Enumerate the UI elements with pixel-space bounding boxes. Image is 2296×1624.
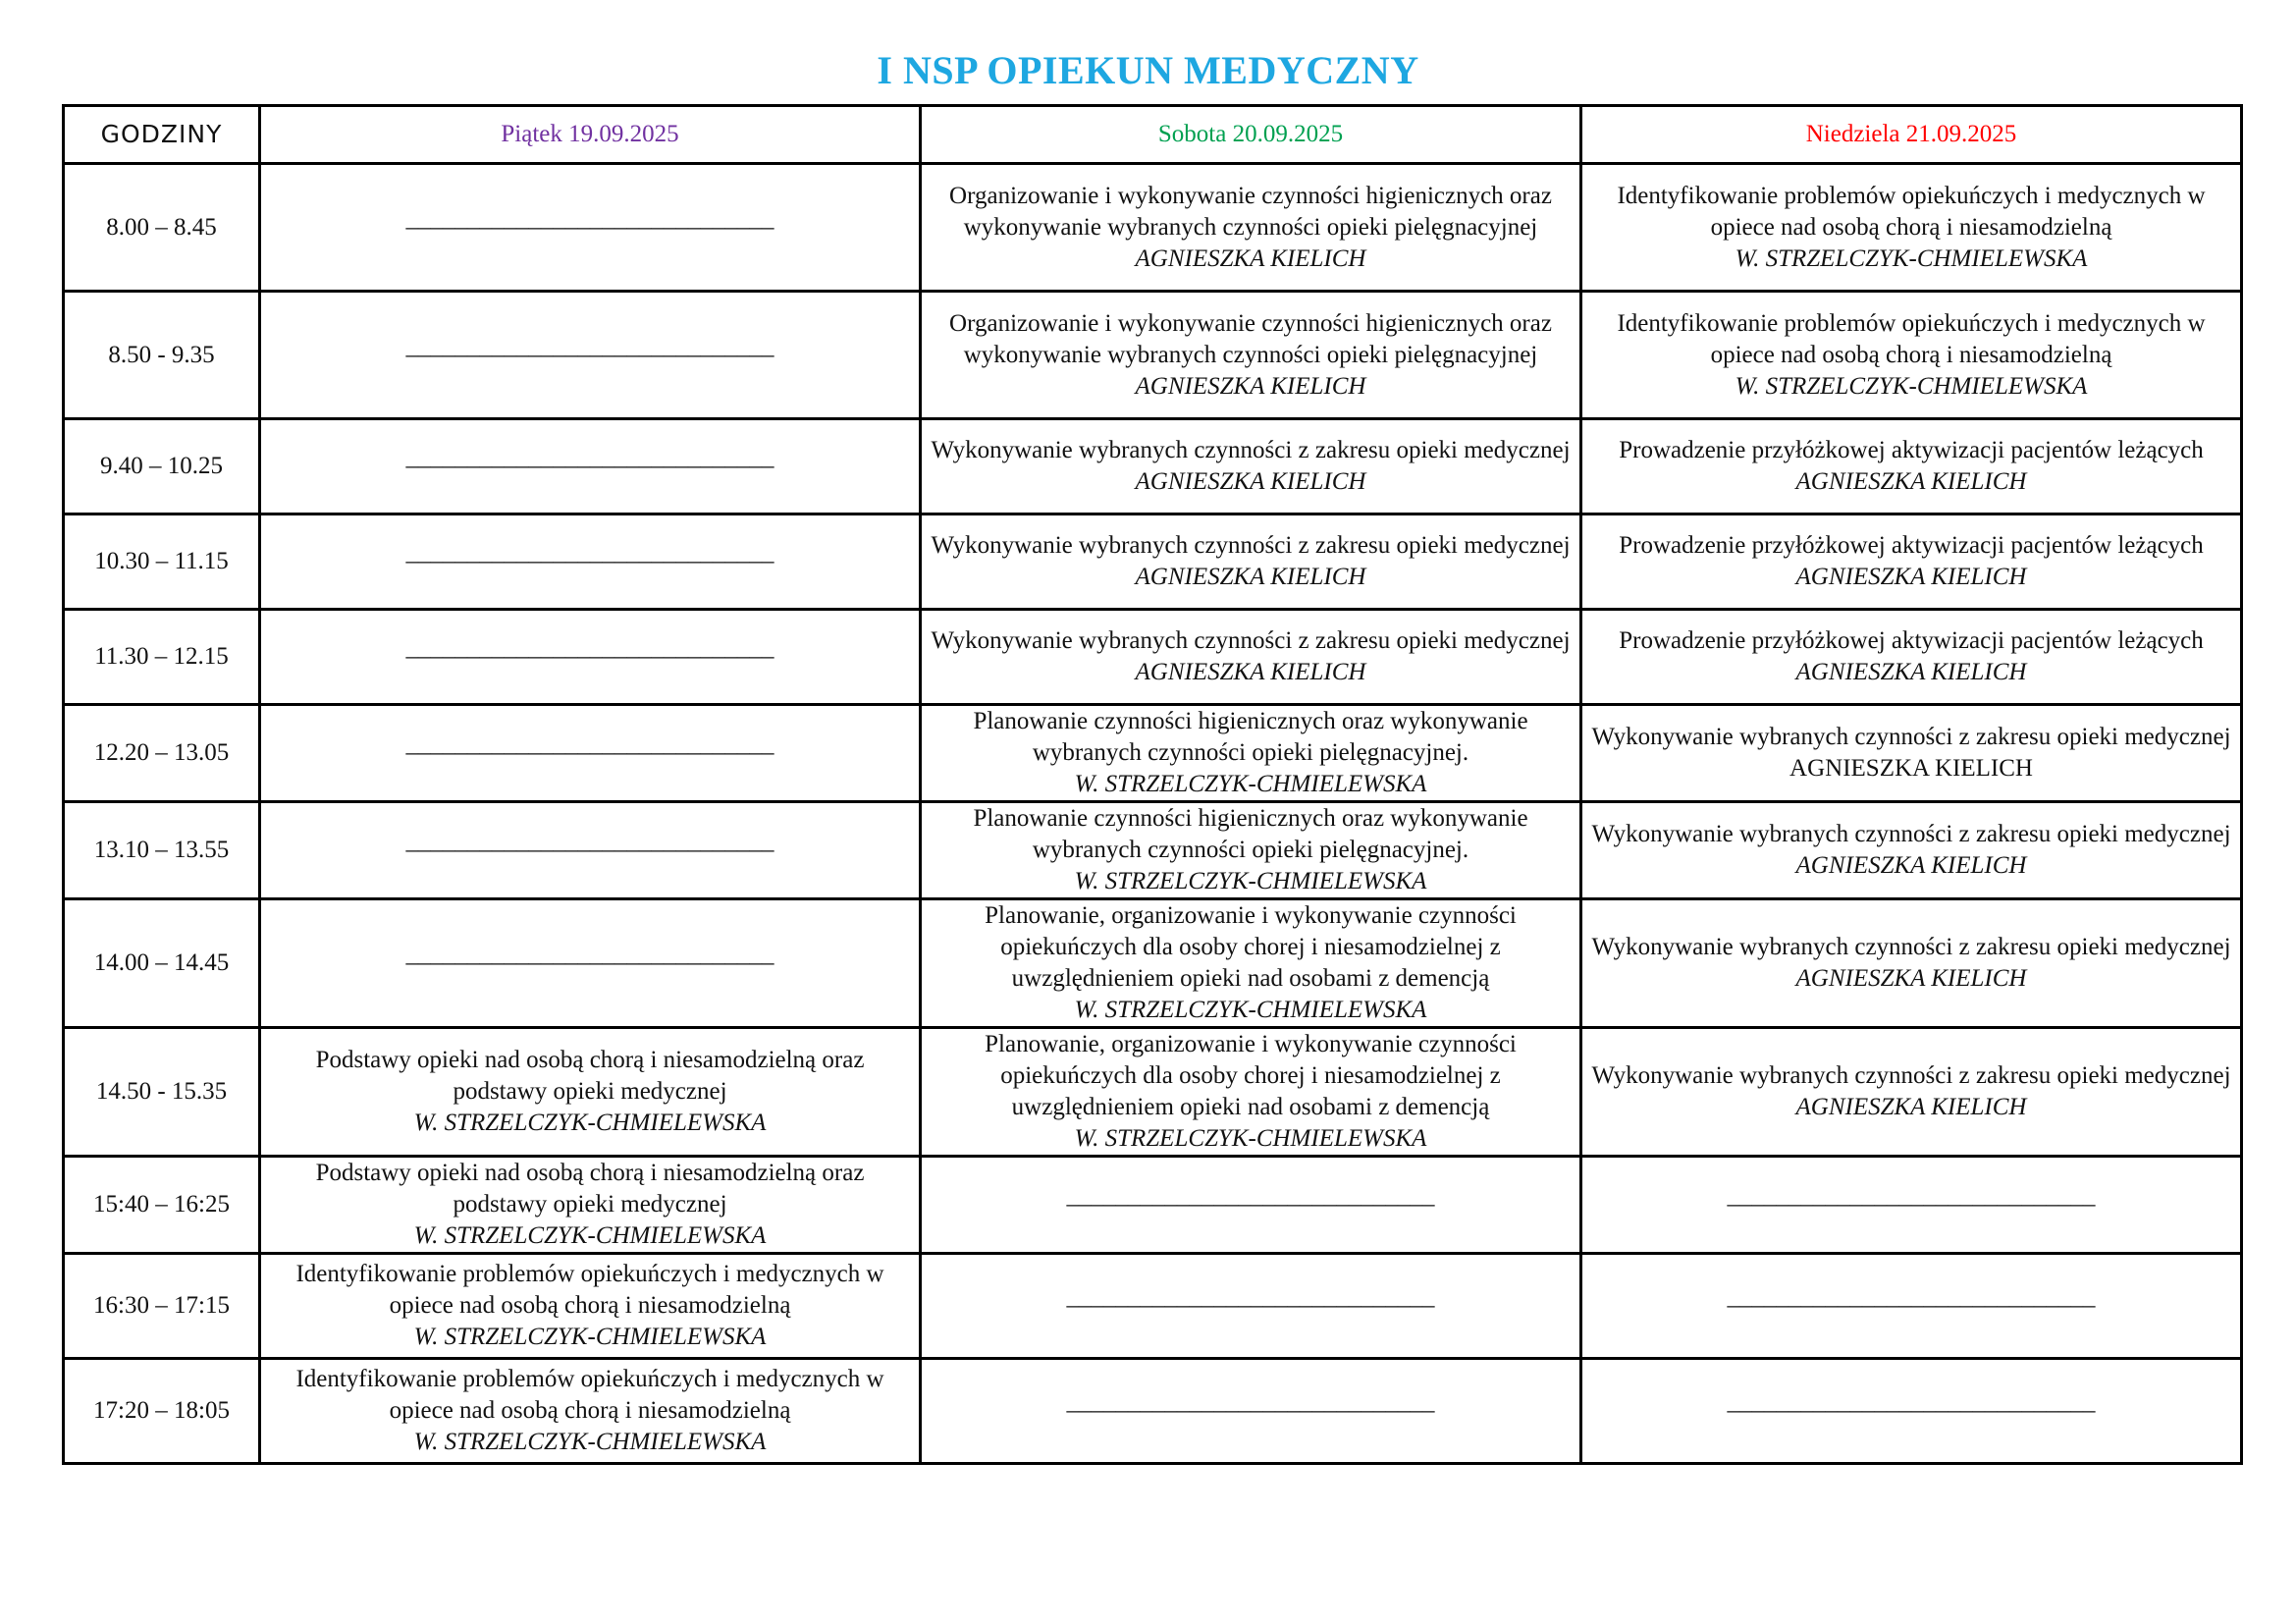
empty-slot-dash: –––––––––––––––––––––––––––––– <box>405 837 774 863</box>
teacher-name: W. STRZELCZYK-CHMIELEWSKA <box>1735 244 2088 272</box>
subject-name: Prowadzenie przyłóżkowej aktywizacji pacjentów leżących <box>1619 437 2204 463</box>
schedule-row <box>64 610 2242 705</box>
subject-name: Planowanie, organizowanie i wykonywanie czynności opiekuńczych dla osoby chorej i niesamodzielnej z uwzględnieniem opieki nad osobami z demencją <box>985 902 1517 992</box>
time-slot: 13.10 – 13.55 <box>64 802 260 899</box>
subject-name: Wykonywanie wybranych czynności z zakresu opieki medycznej <box>1591 1062 2231 1089</box>
schedule-table <box>62 104 2243 1465</box>
empty-slot-dash: –––––––––––––––––––––––––––––– <box>1066 1191 1435 1218</box>
class-cell-saturday <box>921 705 1581 802</box>
time-slot: 16:30 – 17:15 <box>64 1254 260 1359</box>
teacher-name: W. STRZELCZYK-CHMIELEWSKA <box>1074 771 1427 797</box>
class-cell-saturday <box>921 610 1581 705</box>
class-cell-friday <box>260 164 921 292</box>
subject-name: Podstawy opieki nad osobą chorą i niesamodzielną oraz podstawy opieki medycznej <box>315 1047 865 1105</box>
subject-name: Organizowanie i wykonywanie czynności higienicznych oraz wykonywanie wybranych czynności opieki pielęgnacyjnej <box>949 182 1552 241</box>
schedule-row <box>64 164 2242 292</box>
teacher-name: W. STRZELCZYK-CHMIELEWSKA <box>1735 372 2088 400</box>
teacher-name: W. STRZELCZYK-CHMIELEWSKA <box>413 1222 767 1249</box>
empty-slot-dash: –––––––––––––––––––––––––––––– <box>1066 1292 1435 1319</box>
class-cell-saturday <box>921 514 1581 610</box>
teacher-name: AGNIESZKA KIELICH <box>1795 659 2027 685</box>
class-cell-saturday <box>921 1254 1581 1359</box>
class-cell-sunday <box>1581 1028 2242 1157</box>
empty-slot-dash: –––––––––––––––––––––––––––––– <box>1727 1292 2096 1319</box>
time-slot: 9.40 – 10.25 <box>64 419 260 514</box>
teacher-name: W. STRZELCZYK-CHMIELEWSKA <box>413 1324 767 1350</box>
subject-name: Organizowanie i wykonywanie czynności higienicznych oraz wykonywanie wybranych czynności opieki pielęgnacyjnej <box>949 309 1552 368</box>
subject-name: Wykonywanie wybranych czynności z zakresu opieki medycznej <box>1591 724 2231 750</box>
schedule-row <box>64 514 2242 610</box>
class-cell-friday <box>260 514 921 610</box>
subject-name: Wykonywanie wybranych czynności z zakresu opieki medycznej <box>931 627 1571 654</box>
class-cell-saturday <box>921 899 1581 1028</box>
teacher-name: AGNIESZKA KIELICH <box>1795 564 2027 590</box>
time-slot: 11.30 – 12.15 <box>64 610 260 705</box>
day-header-sunday: Niedziela 21.09.2025 <box>1581 106 2242 164</box>
time-slot: 14.50 - 15.35 <box>64 1028 260 1157</box>
class-cell-friday <box>260 292 921 419</box>
class-cell-friday <box>260 1254 921 1359</box>
subject-name: Prowadzenie przyłóżkowej aktywizacji pacjentów leżących <box>1619 627 2204 654</box>
schedule-row <box>64 802 2242 899</box>
class-cell-friday <box>260 705 921 802</box>
teacher-name: AGNIESZKA KIELICH <box>1795 852 2027 879</box>
subject-name: Prowadzenie przyłóżkowej aktywizacji pacjentów leżących <box>1619 532 2204 559</box>
empty-slot-dash: –––––––––––––––––––––––––––––– <box>405 453 774 479</box>
time-slot: 12.20 – 13.05 <box>64 705 260 802</box>
teacher-name: AGNIESZKA KIELICH <box>1795 1094 2027 1120</box>
schedule-row <box>64 1157 2242 1254</box>
time-column-header: GODZINY <box>64 106 260 164</box>
subject-name: Identyfikowanie problemów opiekuńczych i medycznych w opiece nad osobą chorą i niesamodzielną <box>295 1261 884 1319</box>
class-cell-saturday <box>921 164 1581 292</box>
schedule-row <box>64 1028 2242 1157</box>
subject-name: Identyfikowanie problemów opiekuńczych i medycznych w opiece nad osobą chorą i niesamodzielną <box>295 1366 884 1424</box>
subject-name: Wykonywanie wybranych czynności z zakresu opieki medycznej <box>1591 821 2231 847</box>
time-slot: 15:40 – 16:25 <box>64 1157 260 1254</box>
subject-name: Planowanie czynności higienicznych oraz wykonywanie wybranych czynności opieki pielęgnacyjnej. <box>973 805 1528 863</box>
class-cell-saturday <box>921 292 1581 419</box>
teacher-name: W. STRZELCZYK-CHMIELEWSKA <box>413 1110 767 1136</box>
class-cell-saturday <box>921 1359 1581 1464</box>
class-cell-saturday <box>921 802 1581 899</box>
class-cell-friday <box>260 1359 921 1464</box>
schedule-body <box>64 164 2242 1464</box>
day-header-friday: Piątek 19.09.2025 <box>260 106 921 164</box>
page-title: I NSP OPIEKUN MEDYCZNY <box>877 48 1419 92</box>
teacher-name: W. STRZELCZYK-CHMIELEWSKA <box>1074 868 1427 894</box>
empty-slot-dash: –––––––––––––––––––––––––––––– <box>405 949 774 976</box>
class-cell-friday <box>260 899 921 1028</box>
subject-name: Wykonywanie wybranych czynności z zakresu opieki medycznej <box>931 437 1571 463</box>
empty-slot-dash: –––––––––––––––––––––––––––––– <box>405 643 774 670</box>
class-cell-sunday <box>1581 419 2242 514</box>
time-slot: 10.30 – 11.15 <box>64 514 260 610</box>
empty-slot-dash: –––––––––––––––––––––––––––––– <box>1727 1397 2096 1424</box>
empty-slot-dash: –––––––––––––––––––––––––––––– <box>405 548 774 574</box>
time-slot: 8.50 - 9.35 <box>64 292 260 419</box>
subject-name: Wykonywanie wybranych czynności z zakresu opieki medycznej <box>931 532 1571 559</box>
subject-name: Wykonywanie wybranych czynności z zakresu opieki medycznej <box>1591 934 2231 960</box>
class-cell-sunday <box>1581 164 2242 292</box>
class-cell-sunday <box>1581 514 2242 610</box>
class-cell-saturday <box>921 1157 1581 1254</box>
teacher-name: AGNIESZKA KIELICH <box>1795 468 2027 495</box>
teacher-name: AGNIESZKA KIELICH <box>1789 755 2033 782</box>
class-cell-friday <box>260 419 921 514</box>
schedule-row <box>64 292 2242 419</box>
empty-slot-dash: –––––––––––––––––––––––––––––– <box>405 213 774 241</box>
teacher-name: AGNIESZKA KIELICH <box>1135 564 1366 590</box>
class-cell-sunday <box>1581 802 2242 899</box>
class-cell-sunday <box>1581 1157 2242 1254</box>
empty-slot-dash: –––––––––––––––––––––––––––––– <box>1066 1397 1435 1424</box>
subject-name: Identyfikowanie problemów opiekuńczych i medycznych w opiece nad osobą chorą i niesamodzielną <box>1617 309 2206 368</box>
teacher-name: AGNIESZKA KIELICH <box>1795 965 2027 992</box>
class-cell-sunday <box>1581 899 2242 1028</box>
schedule-row <box>64 1254 2242 1359</box>
teacher-name: W. STRZELCZYK-CHMIELEWSKA <box>1074 1125 1427 1152</box>
teacher-name: W. STRZELCZYK-CHMIELEWSKA <box>1074 997 1427 1023</box>
class-cell-saturday <box>921 419 1581 514</box>
teacher-name: W. STRZELCZYK-CHMIELEWSKA <box>413 1429 767 1455</box>
teacher-name: AGNIESZKA KIELICH <box>1135 372 1366 400</box>
class-cell-sunday <box>1581 705 2242 802</box>
subject-name: Podstawy opieki nad osobą chorą i niesamodzielną oraz podstawy opieki medycznej <box>315 1160 865 1218</box>
schedule-row <box>64 419 2242 514</box>
time-slot: 17:20 – 18:05 <box>64 1359 260 1464</box>
class-cell-sunday <box>1581 1359 2242 1464</box>
class-cell-sunday <box>1581 292 2242 419</box>
teacher-name: AGNIESZKA KIELICH <box>1135 468 1366 495</box>
class-cell-friday <box>260 1157 921 1254</box>
empty-slot-dash: –––––––––––––––––––––––––––––– <box>1727 1191 2096 1218</box>
class-cell-sunday <box>1581 1254 2242 1359</box>
teacher-name: AGNIESZKA KIELICH <box>1135 659 1366 685</box>
class-cell-friday <box>260 802 921 899</box>
schedule-row <box>64 705 2242 802</box>
schedule-row <box>64 899 2242 1028</box>
header-row <box>64 106 2242 164</box>
class-cell-friday <box>260 610 921 705</box>
class-cell-friday <box>260 1028 921 1157</box>
empty-slot-dash: –––––––––––––––––––––––––––––– <box>405 341 774 368</box>
time-slot: 14.00 – 14.45 <box>64 899 260 1028</box>
teacher-name: AGNIESZKA KIELICH <box>1135 244 1366 272</box>
empty-slot-dash: –––––––––––––––––––––––––––––– <box>405 739 774 766</box>
subject-name: Planowanie czynności higienicznych oraz wykonywanie wybranych czynności opieki pielęgnacyjnej. <box>973 708 1528 766</box>
time-slot: 8.00 – 8.45 <box>64 164 260 292</box>
subject-name: Identyfikowanie problemów opiekuńczych i medycznych w opiece nad osobą chorą i niesamodzielną <box>1617 182 2206 241</box>
subject-name: Planowanie, organizowanie i wykonywanie czynności opiekuńczych dla osoby chorej i niesamodzielnej z uwzględnieniem opieki nad osobami z demencją <box>985 1031 1517 1120</box>
class-cell-saturday <box>921 1028 1581 1157</box>
schedule-row <box>64 1359 2242 1464</box>
day-header-saturday: Sobota 20.09.2025 <box>921 106 1581 164</box>
class-cell-sunday <box>1581 610 2242 705</box>
